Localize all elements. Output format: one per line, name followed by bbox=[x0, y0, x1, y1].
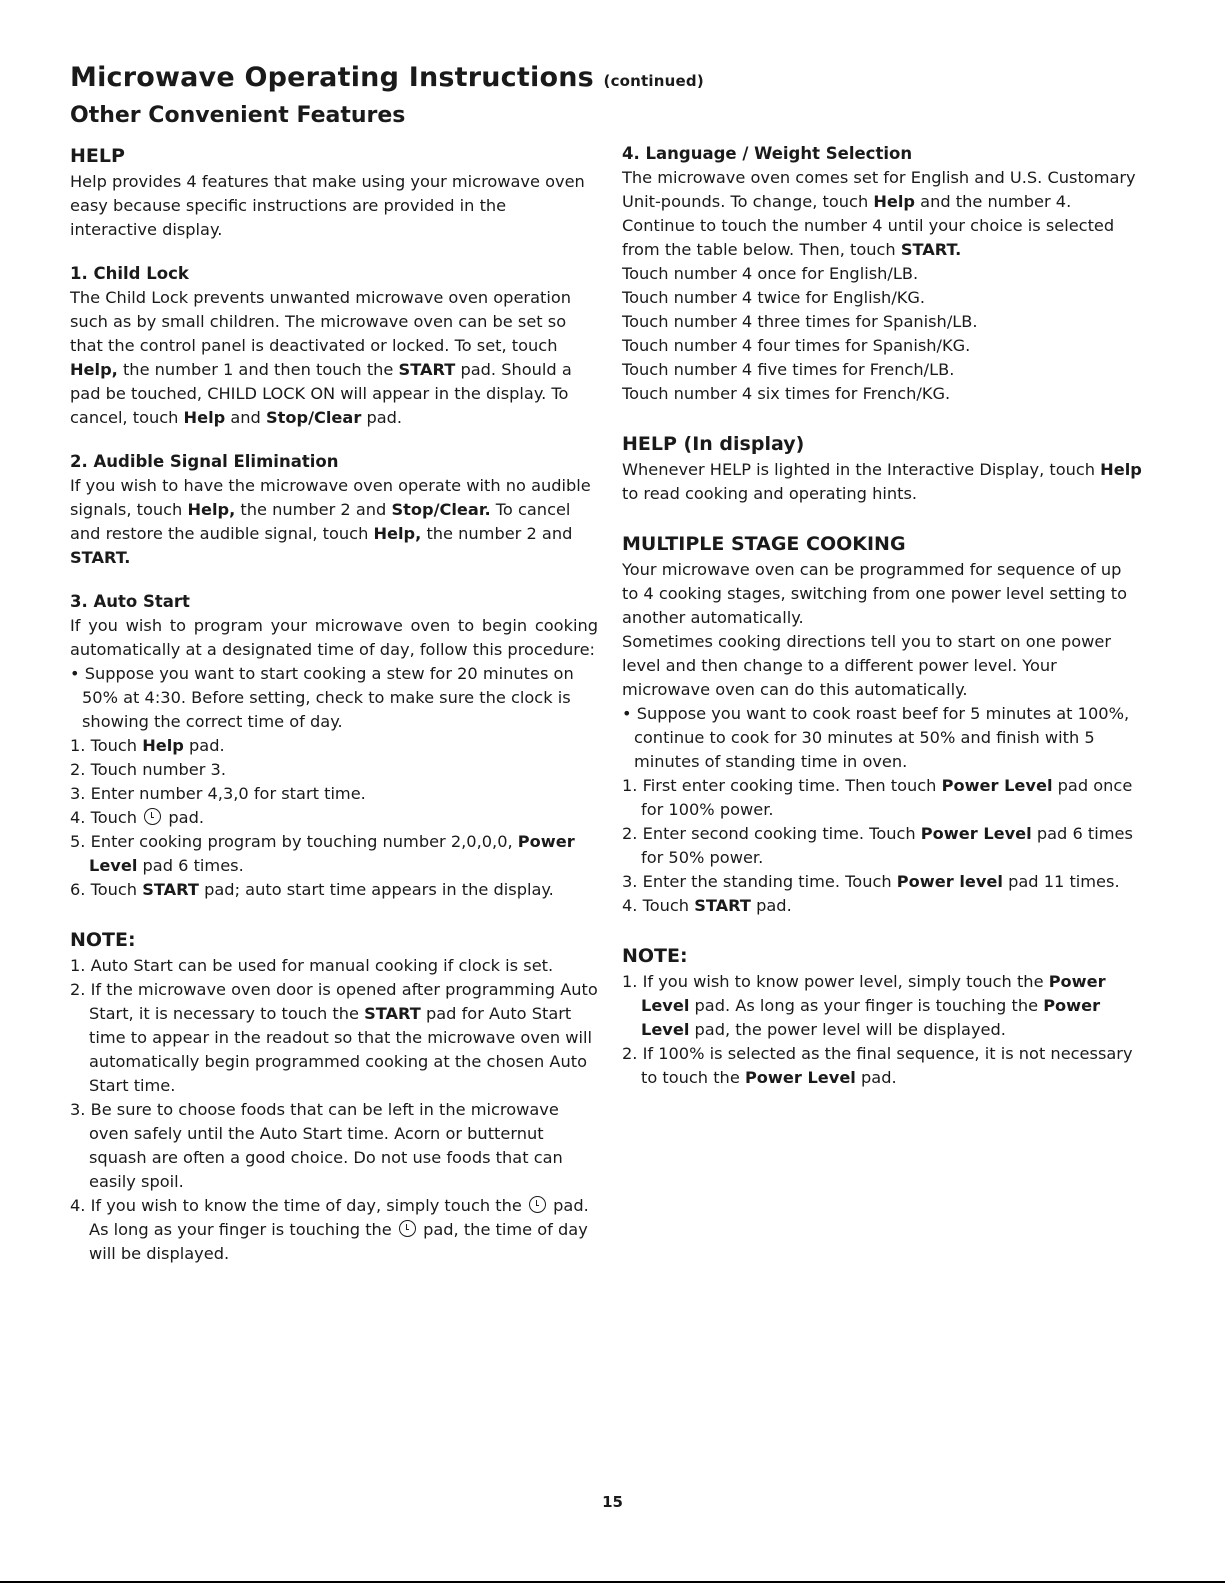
language-option: Touch number 4 four times for Spanish/KG. bbox=[622, 336, 971, 355]
page-subtitle: Other Convenient Features bbox=[70, 103, 406, 128]
multiple-stage-heading: MULTIPLE STAGE COOKING bbox=[622, 533, 906, 555]
multiple-stage-step: 1. First enter cooking time. Then touch Power Level pad once for 100% power. bbox=[622, 776, 1133, 819]
note2-item: 2. If 100% is selected as the final sequence, it is not necessary to touch the Power Level pad. bbox=[622, 1044, 1133, 1087]
help-intro: Help provides 4 features that make using your microwave oven easy because specific instructions are provided in the interactive display. bbox=[70, 172, 585, 239]
note-item: 2. If the microwave oven door is opened after programming Auto Start, it is necessary to touch the START pad for Auto Start time to appear in the readout so that the microwave oven will automatically begin programmed cooking at the chosen Auto Start time. bbox=[70, 980, 598, 1095]
multiple-stage-step: 3. Enter the standing time. Touch Power level pad 11 times. bbox=[622, 872, 1120, 891]
clock-icon bbox=[399, 1220, 416, 1237]
auto-start-step: 4. Touch pad. bbox=[70, 808, 204, 827]
page-title bbox=[70, 62, 704, 93]
multiple-stage-step: 4. Touch START pad. bbox=[622, 896, 792, 915]
child-lock-heading: 1. Child Lock bbox=[70, 264, 189, 283]
audible-signal-heading: 2. Audible Signal Elimination bbox=[70, 452, 339, 471]
note-heading: NOTE: bbox=[70, 929, 136, 951]
note-item: 4. If you wish to know the time of day, simply touch the pad. As long as your finger is touching the pad, the time of day will be displayed. bbox=[70, 1196, 589, 1263]
page-title-text: Microwave Operating Instructions bbox=[70, 62, 594, 93]
auto-start-example: • Suppose you want to start cooking a stew for 20 minutes on 50% at 4:30. Before setting, check to make sure the clock is showing the correct time of day. bbox=[70, 664, 574, 731]
auto-start-intro: If you wish to program your microwave oven to begin cooking automatically at a designated time of day, follow this procedure: bbox=[70, 616, 598, 659]
help-heading: HELP bbox=[70, 145, 125, 167]
language-weight-heading: 4. Language / Weight Selection bbox=[622, 144, 913, 163]
note-item: 3. Be sure to choose foods that can be left in the microwave oven safely until the Auto Start time. Acorn or butternut squash are often a good choice. Do not use foods that can easily spoil. bbox=[70, 1100, 563, 1191]
audible-signal-text: If you wish to have the microwave oven operate with no audible signals, touch Help, the number 2 and Stop/Clear. To cancel and restore the audible signal, touch Help, the number 2 and START. bbox=[70, 476, 591, 567]
note-item: 1. Auto Start can be used for manual cooking if clock is set. bbox=[70, 956, 554, 975]
multiple-stage-step: 2. Enter second cooking time. Touch Power Level pad 6 times for 50% power. bbox=[622, 824, 1133, 867]
auto-start-step: 3. Enter number 4,3,0 for start time. bbox=[70, 784, 366, 803]
auto-start-step: 6. Touch START pad; auto start time appears in the display. bbox=[70, 880, 554, 899]
language-option: Touch number 4 twice for English/KG. bbox=[622, 288, 926, 307]
multiple-stage-example: • Suppose you want to cook roast beef for 5 minutes at 100%, continue to cook for 30 minutes at 50% and finish with 5 minutes of standing time in oven. bbox=[622, 704, 1130, 771]
bottom-rule bbox=[0, 1581, 1225, 1583]
multiple-stage-text: Sometimes cooking directions tell you to start on one power level and then change to a different power level. Your microwave oven can do this automatically. bbox=[622, 632, 1112, 699]
clock-icon bbox=[144, 808, 161, 825]
auto-start-step: 2. Touch number 3. bbox=[70, 760, 226, 779]
auto-start-heading: 3. Auto Start bbox=[70, 592, 190, 611]
page-title-suffix: (continued) bbox=[603, 72, 704, 90]
help-display-text: Whenever HELP is lighted in the Interactive Display, touch Help to read cooking and operating hints. bbox=[622, 460, 1142, 503]
language-option: Touch number 4 five times for French/LB. bbox=[622, 360, 955, 379]
right-column bbox=[622, 142, 1142, 1090]
language-option: Touch number 4 once for English/LB. bbox=[622, 264, 919, 283]
auto-start-step: 5. Enter cooking program by touching number 2,0,0,0, Power Level pad 6 times. bbox=[70, 832, 575, 875]
help-display-heading: HELP (In display) bbox=[622, 433, 805, 455]
language-option: Touch number 4 three times for Spanish/LB. bbox=[622, 312, 978, 331]
auto-start-step: 1. Touch Help pad. bbox=[70, 736, 225, 755]
language-weight-text: The microwave oven comes set for English and U.S. Customary Unit-pounds. To change, touch Help and the number 4. Continue to touch the number 4 until your choice is selected from the table below. Then, touch START. bbox=[622, 168, 1136, 259]
note2-heading: NOTE: bbox=[622, 945, 688, 967]
multiple-stage-intro: Your microwave oven can be programmed for sequence of up to 4 cooking stages, switching from one power level setting to another automatically. bbox=[622, 560, 1128, 627]
page-number: 15 bbox=[602, 1493, 623, 1511]
note2-item: 1. If you wish to know power level, simply touch the Power Level pad. As long as your finger is touching the Power Level pad, the power level will be displayed. bbox=[622, 972, 1106, 1039]
child-lock-text: The Child Lock prevents unwanted microwave oven operation such as by small children. The microwave oven can be set so that the control panel is deactivated or locked. To set, touch Help, the number 1 and then touch the START pad. Should a pad be touched, CHILD LOCK ON will appear in the display. To cancel, touch Help and Stop/Clear pad. bbox=[70, 288, 572, 427]
clock-icon bbox=[529, 1196, 546, 1213]
language-option: Touch number 4 six times for French/KG. bbox=[622, 384, 951, 403]
left-column bbox=[70, 142, 598, 1266]
